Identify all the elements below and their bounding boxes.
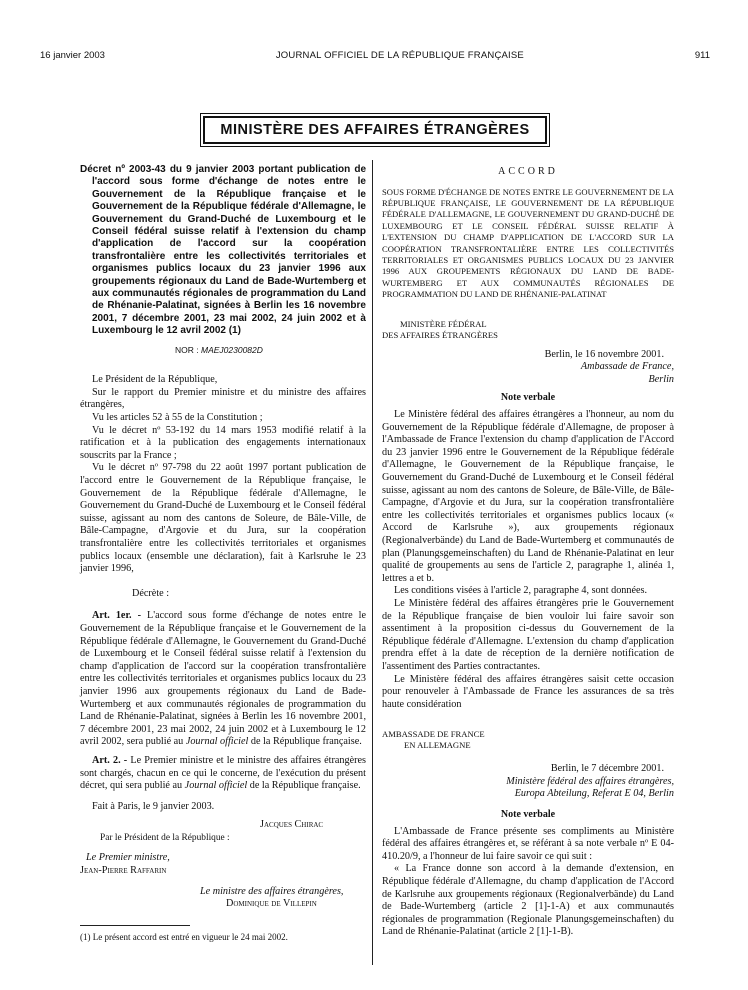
accord-heading: ACCORD bbox=[498, 166, 558, 177]
sender-1-line-1: MINISTÈRE FÉDÉRAL bbox=[400, 318, 487, 329]
article-1-text: L'accord sous forme d'échange de notes entre le Gouvernement de la République française et le Gouvernement de la République fédérale d'Allemagne, le Gouvernement du Grand-Duché de Luxembourg et le Conseil fédéral suisse relatif à l'extension du champ d'application de l'accord sur la coopération transfrontalière entre les collectivités territoriales et organismes publics locaux du 23 janvier 1996 aux groupements régionaux du Land de Bade-Wurtemberg et aux communautés régionales de programmation du Land de Rhénanie-Palatinat, signées à Berlin les 16 novembre 2001, 7 décembre 2001, 23 mai 2002, 24 juin 2002 et à Luxembourg le 12 avril 2002, sera publié au bbox=[80, 610, 366, 748]
article-1-label: Art. 1er. - bbox=[92, 610, 142, 622]
accord-column bbox=[382, 164, 674, 939]
footnote-rule bbox=[80, 925, 190, 926]
article-2-end: de la République française. bbox=[249, 780, 361, 792]
nor-reference bbox=[175, 344, 366, 357]
note-verbale-1-heading: Note verbale bbox=[500, 392, 556, 404]
article-2-jo: Journal officiel bbox=[184, 780, 248, 792]
note-verbale-2-heading: Note verbale bbox=[500, 809, 556, 821]
header-date: 16 janvier 2003 bbox=[40, 50, 105, 61]
addressee-1-line-2: Berlin bbox=[648, 373, 674, 385]
decree-vu-constitution: Vu les articles 52 à 55 de la Constitution ; bbox=[92, 412, 263, 424]
note-1-para-4: Le Ministère fédéral des affaires étrangères saisit cette occasion pour renouveler à l'Ambassade de France les assurances de sa très haute considération bbox=[382, 673, 674, 710]
decree-title: Décret nº 2003-43 du 9 janvier 2003 portant publication de l'accord sous forme d'échange de notes entre le Gouvernement de la République française et le Gouvernement de la République fédérale d'Allemagne, le Gouvernement du Grand-Duché de Luxembourg et le Conseil fédéral suisse relatif à l'extension du champ d'application de l'accord sur la coopération transfrontalière entre les collectivités territoriales et organismes publics locaux du 23 janvier 1996 aux groupements régionaux du Land de Bade-Wurtemberg et aux communautés régionales de programmation du Land de Rhénanie-Palatinat, signées à Berlin les 16 novembre 2001, 7 décembre 2001, 23 mai 2002, 24 juin 2002 et à Luxembourg le 12 avril 2002 (1) bbox=[80, 164, 366, 337]
decree-vu-1953: Vu le décret nº 53-192 du 14 mars 1953 modifié relatif à la ratification et à la publication des engagements internationaux souscrits par la France ; bbox=[80, 424, 366, 461]
sender-2-line-1: AMBASSADE DE FRANCE bbox=[382, 729, 485, 740]
article-1 bbox=[80, 610, 366, 749]
nor-value: MAEJ0230082D bbox=[201, 344, 263, 355]
mae-name: Dominique de Villepin bbox=[226, 898, 317, 910]
par-le-president: Par le Président de la République : bbox=[100, 832, 230, 843]
article-2-label: Art. 2. - bbox=[92, 754, 128, 766]
sender-1-line-2: DES AFFAIRES ÉTRANGÈRES bbox=[382, 329, 498, 340]
footnote: (1) Le présent accord est entré en vigueur le 24 mai 2002. bbox=[80, 931, 288, 942]
decree-rapport: Sur le rapport du Premier ministre et du ministre des affaires étrangères, bbox=[80, 386, 366, 411]
article-1-jo: Journal officiel bbox=[185, 736, 249, 748]
sender-2-line-2: EN ALLEMAGNE bbox=[404, 740, 471, 751]
decrete-label: Décrète : bbox=[132, 587, 170, 599]
article-1-end: de la République française. bbox=[250, 736, 362, 748]
note-2-date: Berlin, le 7 décembre 2001. bbox=[550, 763, 664, 775]
note-1-para-1: Le Ministère fédéral des affaires étrangères a l'honneur, au nom du Gouvernement de la République fédérale d'Allemagne, de proposer à l'Ambassade de France l'extension du champ d'application de l'Accord du 23 janvier 1996 entre le Gouvernement de la République fédérale d'Allemagne, le Gouvernement de la République française, le Gouvernement du Grand-Duché de Luxembourg et le Conseil fédéral suisse, agissant au nom des cantons de Soleure, de Bâle-Ville, de Bâle-Campagne, d'Argovie et du Jura, sur la coopération transfrontalière entre les collectivités territoriales et organismes publics locaux (« Accord de Karlsruhe »), aux groupements régionaux (Regionalverbände) du Land de Bade-Wurtemberg et communautés de plan (Planungsgemeinschaften) du Land de Rhénanie-Palatinat en leur qualité de groupements au sens de l'article 2, paragraphe 1, alinéa 1, lettres a et b. bbox=[382, 409, 674, 584]
article-2 bbox=[80, 755, 366, 793]
article-2-text: Le Premier ministre et le ministre des affaires étrangères sont chargés, chacun en ce qui le concerne, de l'exécution du présent décret, qui sera publié au bbox=[80, 754, 366, 792]
addressee-2-line-2: Europa Abteilung, Referat E 04, Berlin bbox=[514, 788, 674, 800]
page-header bbox=[40, 50, 710, 63]
note-1-para-3: Le Ministère fédéral des affaires étrangères prie le Gouvernement de la République française de bien vouloir lui faire savoir son assentiment à la proposition ci-dessus du Gouvernement de la République fédérale d'Allemagne. L'extension du champ d'application prendra effet à la date de réception de la dernière notification de l'assentiment des Parties contractantes. bbox=[382, 597, 674, 672]
journal-title: JOURNAL OFFICIEL DE LA RÉPUBLIQUE FRANÇAISE bbox=[275, 50, 524, 61]
note-2-para-1: L'Ambassade de France présente ses compliments au Ministère fédéral des affaires étrangères et, se référant à sa note verbale nº E 04-410.20/9, a l'honneur de lui faire savoir ce qui suit : bbox=[382, 825, 674, 862]
addressee-1-line-1: Ambassade de France, bbox=[580, 361, 674, 373]
ministry-banner: MINISTÈRE DES AFFAIRES ÉTRANGÈRES bbox=[203, 116, 547, 144]
page-number: 911 bbox=[694, 50, 710, 61]
nor-label: NOR : bbox=[175, 344, 199, 355]
pm-name: Jean-Pierre Raffarin bbox=[80, 865, 167, 877]
column-divider bbox=[372, 160, 373, 965]
accord-subtitle: SOUS FORME D'ÉCHANGE DE NOTES ENTRE LE GOUVERNEMENT DE LA RÉPUBLIQUE FRANÇAISE, LE GOUVERNEMENT DE LA RÉPUBLIQUE FÉDÉRALE D'ALLEMAGNE, LE GOUVERNEMENT DU GRAND-DUCHÉ DE LUXEMBOURG ET LE CONSEIL FÉDÉRAL SUISSE RELATIF À L'EXTENSION DU CHAMP D'APPLICATION DE L'ACCORD SUR LA COOPÉRATION TRANSFRONTALIÈRE ENTRE LES COLLECTIVITÉS TERRITORIALES ET ORGANISMES PUBLICS LOCAUX DU 23 JANVIER 1996 AUX GROUPEMENTS RÉGIONAUX DU LAND DE BADE-WURTEMBERG ET AUX COMMUNAUTÉS RÉGIONALES DE PROGRAMMATION DU LAND DE RHÉNANIE-PALATINAT bbox=[382, 186, 674, 300]
pm-title: Le Premier ministre, bbox=[86, 852, 170, 864]
decree-column bbox=[80, 164, 366, 943]
decree-vu-1997: Vu le décret nº 97-798 du 22 août 1997 portant publication de l'accord entre le Gouvernement de la République française, le Gouvernement de la République fédérale d'Allemagne, le Gouvernement du Grand-Duché de Luxembourg et le Conseil fédéral suisse, agissant au nom des cantons de Soleure, de Bâle-Ville, de Bâle-Campagne, d'Argovie et du Jura, sur la coopération transfrontalière entre les collectivités territoriales et organismes publics locaux (ensemble une déclaration), fait à Karlsruhe le 23 janvier 1996, bbox=[80, 462, 366, 575]
decree-president: Le Président de la République, bbox=[92, 374, 218, 386]
fait-a-paris: Fait à Paris, le 9 janvier 2003. bbox=[92, 800, 215, 812]
note-1-date: Berlin, le 16 novembre 2001. bbox=[544, 348, 664, 360]
note-2-para-2: « La France donne son accord à la demande d'extension, en République fédérale d'Allemagne, du champ d'application de l'Accord de Karlsruhe aux groupements régionaux (Regionalverbände) du Land de Bade-Wurtemberg (article 2 [1]-1-A) et aux communautés régionales de programmation (Regionale Planungsgemeinschaften) du Land de Rhénanie-Palatinat (article 2 [1]-1-B). bbox=[382, 863, 674, 938]
mae-title: Le ministre des affaires étrangères, bbox=[200, 885, 344, 897]
signature-chirac: Jacques Chirac bbox=[260, 819, 324, 831]
note-1-para-2: Les conditions visées à l'article 2, paragraphe 4, sont données. bbox=[394, 585, 648, 597]
addressee-2-line-1: Ministère fédéral des affaires étrangères, bbox=[506, 775, 674, 787]
